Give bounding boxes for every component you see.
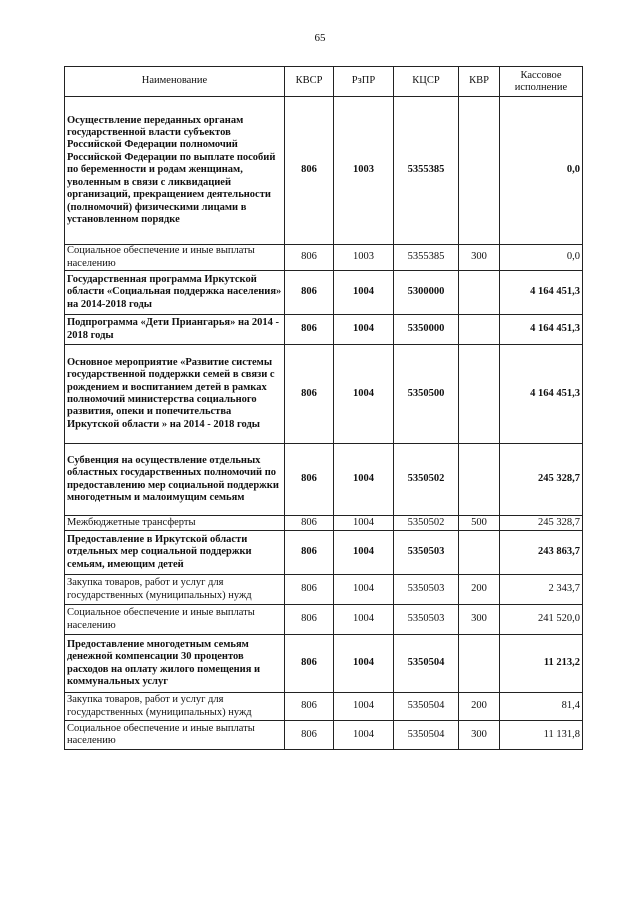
row-kvr: 200 <box>459 693 500 721</box>
row-cash: 245 328,7 <box>500 444 583 516</box>
row-kvsr: 806 <box>285 315 334 345</box>
row-cash: 81,4 <box>500 693 583 721</box>
row-cash: 0,0 <box>500 245 583 271</box>
row-name: Государственная программа Иркутской области «Социальная поддержка населения» на 2014-2018 годы <box>65 271 285 315</box>
row-cash: 11 131,8 <box>500 721 583 750</box>
row-kcsr: 5300000 <box>394 271 459 315</box>
table-row <box>65 345 583 444</box>
row-kvsr: 806 <box>285 245 334 271</box>
row-rzpr: 1004 <box>334 575 394 605</box>
table-row <box>65 575 583 605</box>
header-cash-execution: Кассовое исполнение <box>500 67 583 97</box>
row-kvsr: 806 <box>285 444 334 516</box>
header-rzpr: РзПР <box>334 67 394 97</box>
header-kvsr: КВСР <box>285 67 334 97</box>
row-rzpr: 1003 <box>334 245 394 271</box>
row-kvr: 300 <box>459 245 500 271</box>
row-kcsr: 5350500 <box>394 345 459 444</box>
row-kcsr: 5350503 <box>394 531 459 575</box>
table-header-row <box>65 67 583 97</box>
row-cash: 245 328,7 <box>500 516 583 531</box>
row-rzpr: 1004 <box>334 345 394 444</box>
row-cash: 243 863,7 <box>500 531 583 575</box>
row-name: Осуществление переданных органам государственной власти субъектов Российской Федерации полномочий Российской Федерации по выплате пособий по беременности и родам женщинам, уволенным в связи с ликвидацией организаций, прекращением деятельности (полномочий) физическими лицами в установленном порядке <box>65 97 285 245</box>
row-cash: 2 343,7 <box>500 575 583 605</box>
row-name: Предоставление многодетным семьям денежной компенсации 30 процентов расходов на оплату жилого помещения и коммунальных услуг <box>65 635 285 693</box>
row-name: Социальное обеспечение и иные выплаты населению <box>65 605 285 635</box>
row-kvr <box>459 531 500 575</box>
table-row <box>65 721 583 750</box>
row-rzpr: 1004 <box>334 271 394 315</box>
budget-execution-table <box>64 66 583 750</box>
table-row <box>65 516 583 531</box>
table-row <box>65 245 583 271</box>
row-kvr: 300 <box>459 721 500 750</box>
row-kvsr: 806 <box>285 605 334 635</box>
row-name: Субвенция на осуществление отдельных областных государственных полномочий по предоставлению мер социальной поддержки многодетным и малоимущим семьям <box>65 444 285 516</box>
row-cash: 11 213,2 <box>500 635 583 693</box>
row-rzpr: 1004 <box>334 693 394 721</box>
row-kcsr: 5350502 <box>394 444 459 516</box>
row-kvr <box>459 635 500 693</box>
row-rzpr: 1004 <box>334 721 394 750</box>
row-kvr: 200 <box>459 575 500 605</box>
row-name: Основное мероприятие «Развитие системы государственной поддержки семей в связи с рождением и воспитанием детей в рамках полномочий министерства социального развития, опеки и попечительства Иркутской области » на 2014 - 2018 годы <box>65 345 285 444</box>
row-kcsr: 5350504 <box>394 635 459 693</box>
row-kvr <box>459 97 500 245</box>
row-rzpr: 1004 <box>334 531 394 575</box>
row-kvsr: 806 <box>285 271 334 315</box>
row-rzpr: 1003 <box>334 97 394 245</box>
table-row <box>65 693 583 721</box>
row-kvr <box>459 345 500 444</box>
table-row <box>65 605 583 635</box>
row-kvsr: 806 <box>285 575 334 605</box>
row-kcsr: 5350503 <box>394 575 459 605</box>
row-kvr: 300 <box>459 605 500 635</box>
row-cash: 4 164 451,3 <box>500 271 583 315</box>
table-row <box>65 97 583 245</box>
row-kcsr: 5350504 <box>394 721 459 750</box>
row-kvsr: 806 <box>285 721 334 750</box>
row-kcsr: 5350503 <box>394 605 459 635</box>
row-name: Социальное обеспечение и иные выплаты населению <box>65 245 285 271</box>
header-name: Наименование <box>65 67 285 97</box>
header-kcsr: КЦСР <box>394 67 459 97</box>
table-row <box>65 315 583 345</box>
row-kcsr: 5350504 <box>394 693 459 721</box>
row-rzpr: 1004 <box>334 635 394 693</box>
row-name: Закупка товаров, работ и услуг для государственных (муниципальных) нужд <box>65 575 285 605</box>
row-cash: 4 164 451,3 <box>500 315 583 345</box>
table-row <box>65 531 583 575</box>
row-kvsr: 806 <box>285 635 334 693</box>
row-kvsr: 806 <box>285 531 334 575</box>
page-number: 65 <box>314 32 326 44</box>
row-rzpr: 1004 <box>334 444 394 516</box>
row-cash: 0,0 <box>500 97 583 245</box>
table-row <box>65 271 583 315</box>
row-name: Межбюджетные трансферты <box>65 516 285 531</box>
row-cash: 4 164 451,3 <box>500 345 583 444</box>
row-kcsr: 5350502 <box>394 516 459 531</box>
row-kcsr: 5350000 <box>394 315 459 345</box>
row-name: Предоставление в Иркутской области отдельных мер социальной поддержки семьям, имеющим детей <box>65 531 285 575</box>
header-kvr: КВР <box>459 67 500 97</box>
row-kcsr: 5355385 <box>394 97 459 245</box>
row-kvr <box>459 444 500 516</box>
row-name: Закупка товаров, работ и услуг для государственных (муниципальных) нужд <box>65 693 285 721</box>
row-rzpr: 1004 <box>334 605 394 635</box>
table-row <box>65 444 583 516</box>
row-cash: 241 520,0 <box>500 605 583 635</box>
row-kvr <box>459 315 500 345</box>
row-name: Социальное обеспечение и иные выплаты населению <box>65 721 285 750</box>
row-kvsr: 806 <box>285 345 334 444</box>
row-kcsr: 5355385 <box>394 245 459 271</box>
row-name: Подпрограмма «Дети Приангарья» на 2014 - 2018 годы <box>65 315 285 345</box>
row-kvsr: 806 <box>285 693 334 721</box>
row-kvr <box>459 271 500 315</box>
row-rzpr: 1004 <box>334 516 394 531</box>
row-rzpr: 1004 <box>334 315 394 345</box>
row-kvr: 500 <box>459 516 500 531</box>
row-kvsr: 806 <box>285 97 334 245</box>
row-kvsr: 806 <box>285 516 334 531</box>
table-row <box>65 635 583 693</box>
